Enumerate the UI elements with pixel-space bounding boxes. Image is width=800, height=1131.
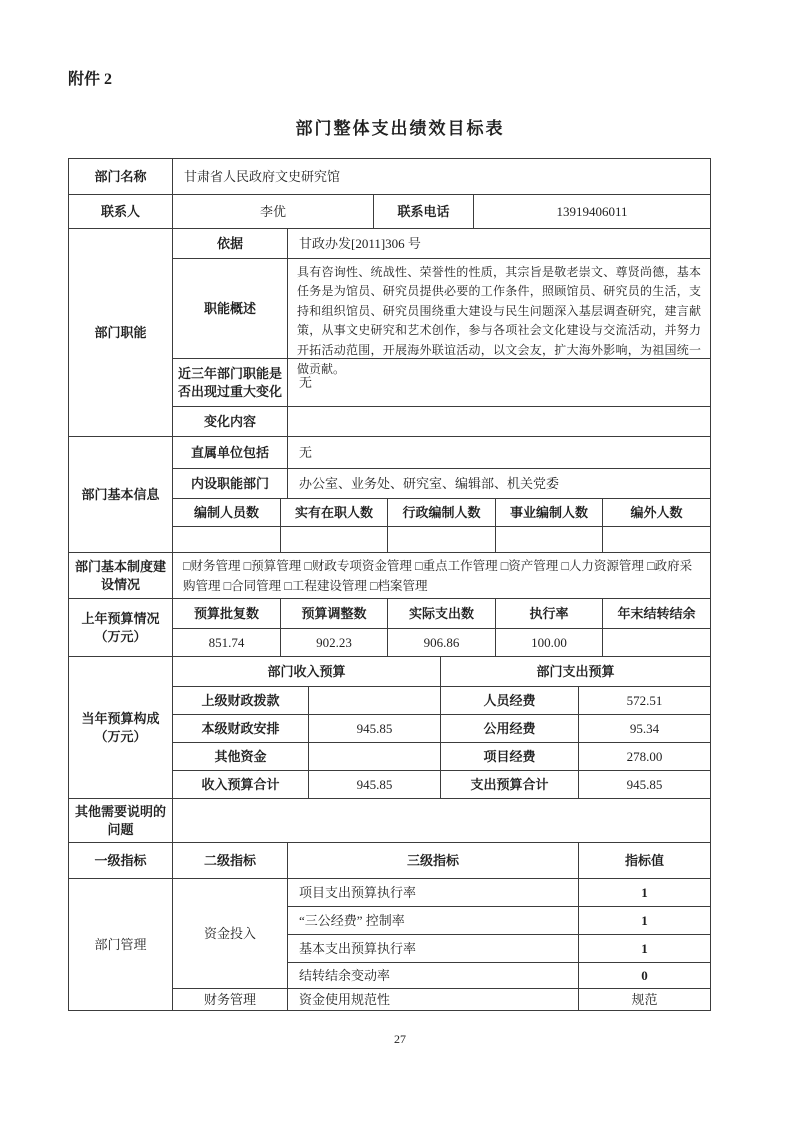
budget-approved-value: 851.74 bbox=[173, 629, 281, 657]
staff-header-admin: 行政编制人数 bbox=[388, 499, 496, 527]
level1-dept-management: 部门管理 bbox=[69, 879, 173, 1011]
expense-total-label: 支出预算合计 bbox=[441, 771, 579, 799]
expense-row-label: 人员经费 bbox=[441, 687, 579, 715]
basic-info-section-label: 部门基本信息 bbox=[69, 437, 173, 553]
change-content-label: 变化内容 bbox=[173, 407, 288, 437]
overview-value: 具有咨询性、统战性、荣誉性的性质，其宗旨是敬老崇文、尊贤尚德，基本任务是为馆员、研究员提供必要的工作条件，照顾馆员、研究员的生活，支持和组织馆员、研究员围绕重大建设与民生问题深入基层调查研究，建言献策，从事文史研究和艺术创作，参与各项社会文化建设与交流活动，并努力开拓活动范围，开展海外联谊活动，以文会友，扩大海外影响，为祖国统一做贡献。 bbox=[288, 259, 711, 359]
income-row-label: 本级财政安排 bbox=[173, 715, 309, 743]
staff-header-authorized: 编制人员数 bbox=[173, 499, 281, 527]
performance-target-table bbox=[68, 158, 711, 1011]
last-year-budget-unit: （万元） bbox=[94, 628, 147, 644]
expense-row-value: 572.51 bbox=[579, 687, 711, 715]
staff-value-institution bbox=[496, 527, 603, 553]
actual-expense-value: 906.86 bbox=[388, 629, 496, 657]
current-year-budget-unit: （万元） bbox=[94, 728, 147, 744]
indicator-name: 资金使用规范性 bbox=[288, 989, 579, 1011]
page-number: 27 bbox=[394, 1032, 406, 1046]
staff-value-authorized bbox=[173, 527, 281, 553]
staff-value-actual bbox=[281, 527, 388, 553]
level2-financial-management: 财务管理 bbox=[173, 989, 288, 1011]
indicator-name: 基本支出预算执行率 bbox=[288, 935, 579, 963]
indicator-value: 0 bbox=[579, 963, 711, 989]
contact-label: 联系人 bbox=[69, 195, 173, 229]
indicator-value: 1 bbox=[579, 935, 711, 963]
indicator-name: 项目支出预算执行率 bbox=[288, 879, 579, 907]
functions-section-label: 部门职能 bbox=[69, 229, 173, 437]
carryover-header: 年末结转结余 bbox=[603, 599, 711, 629]
indicator-name: 结转结余变动率 bbox=[288, 963, 579, 989]
phone-label: 联系电话 bbox=[374, 195, 474, 229]
expense-row-value: 95.34 bbox=[579, 715, 711, 743]
current-year-budget-label bbox=[69, 657, 173, 799]
attachment-label: 附件 2 bbox=[68, 71, 113, 88]
budget-adjusted-header: 预算调整数 bbox=[281, 599, 388, 629]
current-year-budget-label-text: 当年预算构成 bbox=[81, 710, 160, 726]
staff-header-external: 编外人数 bbox=[603, 499, 711, 527]
major-change-label: 近三年部门职能是否出现过重大变化 bbox=[173, 359, 288, 407]
level1-indicator-header: 一级指标 bbox=[69, 843, 173, 879]
expense-budget-header: 部门支出预算 bbox=[441, 657, 711, 687]
other-issues-label: 其他需要说明的问题 bbox=[69, 799, 173, 843]
income-row-value bbox=[309, 687, 441, 715]
carryover-value bbox=[603, 629, 711, 657]
subordinate-value: 无 bbox=[288, 437, 711, 469]
budget-approved-header: 预算批复数 bbox=[173, 599, 281, 629]
dept-name-value: 甘肃省人民政府文史研究馆 bbox=[173, 159, 711, 195]
level3-indicator-header: 三级指标 bbox=[288, 843, 579, 879]
dept-name-label: 部门名称 bbox=[69, 159, 173, 195]
last-year-budget-label-text: 上年预算情况 bbox=[81, 610, 160, 626]
actual-expense-header: 实际支出数 bbox=[388, 599, 496, 629]
budget-adjusted-value: 902.23 bbox=[281, 629, 388, 657]
phone-value: 13919406011 bbox=[474, 195, 711, 229]
indicator-name: “三公经费” 控制率 bbox=[288, 907, 579, 935]
system-building-label: 部门基本制度建设情况 bbox=[69, 553, 173, 599]
income-total-label: 收入预算合计 bbox=[173, 771, 309, 799]
staff-header-institution: 事业编制人数 bbox=[496, 499, 603, 527]
last-year-budget-label bbox=[69, 599, 173, 657]
internal-depts-value: 办公室、业务处、研究室、编辑部、机关党委 bbox=[288, 469, 711, 499]
execution-rate-value: 100.00 bbox=[496, 629, 603, 657]
staff-value-external bbox=[603, 527, 711, 553]
execution-rate-header: 执行率 bbox=[496, 599, 603, 629]
indicator-value: 规范 bbox=[579, 989, 711, 1011]
income-row-label: 其他资金 bbox=[173, 743, 309, 771]
change-content-value bbox=[288, 407, 711, 437]
subordinate-label: 直属单位包括 bbox=[173, 437, 288, 469]
income-row-value bbox=[309, 743, 441, 771]
level2-indicator-header: 二级指标 bbox=[173, 843, 288, 879]
expense-row-label: 公用经费 bbox=[441, 715, 579, 743]
staff-value-admin bbox=[388, 527, 496, 553]
system-building-checkboxes: □财务管理 □预算管理 □财政专项资金管理 □重点工作管理 □资产管理 □人力资源管理 □政府采购管理 □合同管理 □工程建设管理 □档案管理 bbox=[173, 553, 711, 599]
indicator-value: 1 bbox=[579, 907, 711, 935]
expense-total-value: 945.85 bbox=[579, 771, 711, 799]
income-budget-header: 部门收入预算 bbox=[173, 657, 441, 687]
overview-label: 职能概述 bbox=[173, 259, 288, 359]
basis-value: 甘政办发[2011]306 号 bbox=[288, 229, 711, 259]
expense-row-label: 项目经费 bbox=[441, 743, 579, 771]
other-issues-value bbox=[173, 799, 711, 843]
income-row-label: 上级财政拨款 bbox=[173, 687, 309, 715]
staff-header-actual: 实有在职人数 bbox=[281, 499, 388, 527]
expense-row-value: 278.00 bbox=[579, 743, 711, 771]
internal-depts-label: 内设职能部门 bbox=[173, 469, 288, 499]
basis-label: 依据 bbox=[173, 229, 288, 259]
level2-fund-investment: 资金投入 bbox=[173, 879, 288, 989]
page-title: 部门整体支出绩效目标表 bbox=[295, 119, 505, 138]
contact-value: 李优 bbox=[173, 195, 374, 229]
major-change-value: 无 bbox=[288, 359, 711, 407]
income-row-value: 945.85 bbox=[309, 715, 441, 743]
income-total-value: 945.85 bbox=[309, 771, 441, 799]
indicator-value: 1 bbox=[579, 879, 711, 907]
indicator-value-header: 指标值 bbox=[579, 843, 711, 879]
